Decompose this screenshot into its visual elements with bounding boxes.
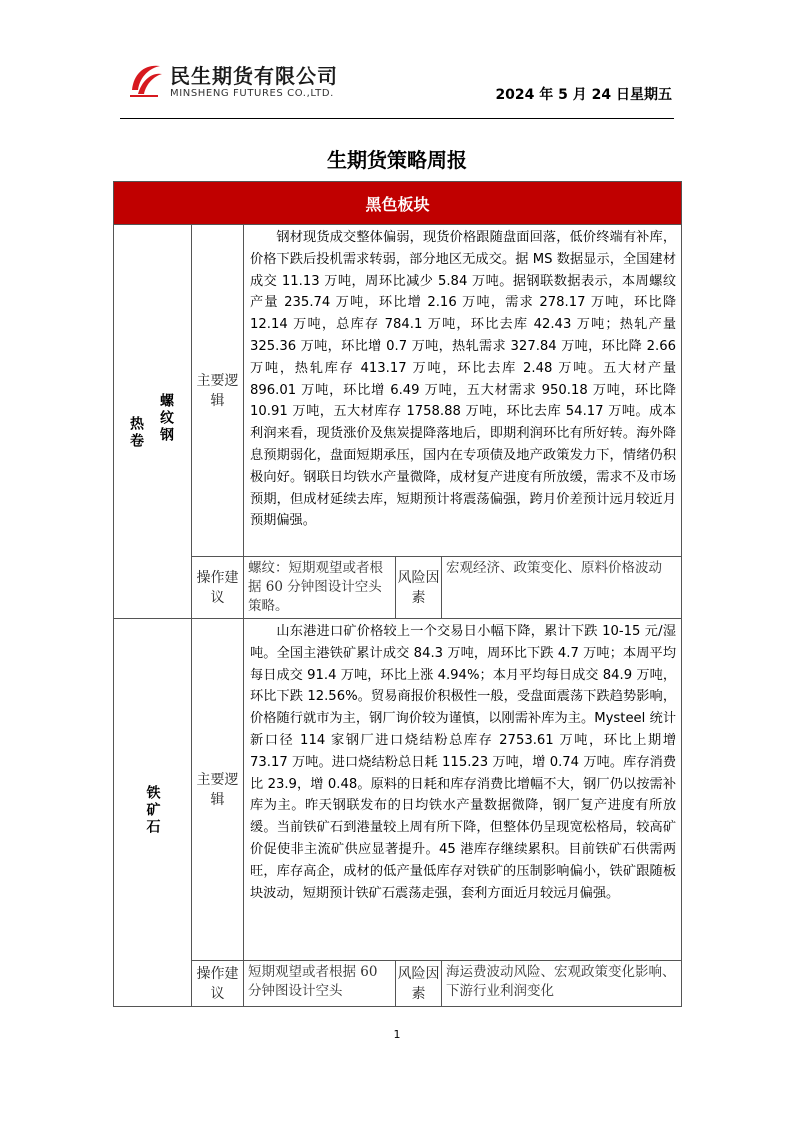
advice-text: 螺纹：短期观望或者根据 60 分钟图设计空头策略。 xyxy=(244,557,396,619)
strategy-table xyxy=(113,181,682,1007)
risk-label: 风险因素 xyxy=(396,557,442,619)
risk-text: 宏观经济、政策变化、原料价格波动 xyxy=(442,557,682,619)
logic-text: 山东港进口矿价格较上一个交易日小幅下降，累计下跌 10-15 元/湿吨。全国主港铁矿累计成交 84.3 万吨，周环比下跌 4.7 万吨；本周平均每日成交 91.4 万吨，环比上涨 4.94%；本月平均每日成交 84.9 万吨，环比下跌 12.56%。贸易商报价积极性一般，受盘面震荡下跌趋势影响，价格随行就市为主，钢厂询价较为谨慎，以刚需补库为主。Mysteel 统计新口径 114 家钢厂进口烧结粉总库存 2753.61 万吨，环比上期增 73.17 万吨。进口烧结粉总日耗 115.23 万吨，增 0.74 万吨。库存消费比 23.9，增 0.48。原料的日耗和库存消费比增幅不大，钢厂仍以按需补库为主。昨天钢联发布的日均铁水产量数据微降，钢厂复产进度有所放缓。当前铁矿石到港量较上周有所下降，但整体仍呈现宽松格局，较高矿价促使非主流矿供应显著提升。45 港库存继续累积。目前铁矿石供需两旺，库存高企，成材的低产量低库存对铁矿的压制影响偏小，铁矿跟随板块波动，短期预计铁矿石震荡走强，套利方面近月较远月偏强。 xyxy=(250,624,677,901)
page-header xyxy=(120,50,674,119)
advice-label: 操作建议 xyxy=(192,961,244,1007)
logic-text: 钢材现货成交整体偏弱，现货价格跟随盘面回落，低价终端有补库，价格下跌后投机需求转弱，部分地区无成交。据 MS 数据显示，全国建材成交 11.13 万吨，周环比减少 5.84 万吨。据钢联数据表示，本周螺纹产量 235.74 万吨，环比增 2.16 万吨，需求 278.17 万吨，环比降 12.14 万吨，总库存 784.1 万吨，环比去库 42.43 万吨；热轧产量 325.36 万吨，环比增 0.7 万吨，热轧需求 327.84 万吨，环比降 2.66 万吨，热轧库存 413.17 万吨，环比去库 2.48 万吨。五大材产量 896.01 万吨，环比增 6.49 万吨，五大材需求 950.18 万吨，环比降 10.91 万吨，五大材库存 1758.88 万吨，环比去库 54.17 万吨。成本利润来看，现货涨价及焦炭提降落地后，即期利润环比有所好转。海外降息预期弱化，盘面短期承压，国内在专项债及地产政策发力下，情绪仍积极向好。钢联日均铁水产量微降，成材复产进度有所放缓，需求不及市场预期，但成材延续去库，短期预计将震荡偏强，跨月价差预计远月较近月预期偏强。 xyxy=(250,230,677,529)
company-logo xyxy=(128,58,368,106)
report-date: 2024 年 5 月 24 日星期五 xyxy=(495,87,672,103)
product-name-cell xyxy=(114,619,192,1007)
risk-label: 风险因素 xyxy=(396,961,442,1007)
product-name-a: 热卷 xyxy=(128,416,144,450)
minsheng-logo-icon xyxy=(128,60,164,100)
advice-label: 操作建议 xyxy=(192,557,244,619)
product-name-cell xyxy=(114,225,192,619)
logic-text-cell xyxy=(244,225,682,557)
page-number: 1 xyxy=(393,1028,401,1041)
logo-company-name-cn: 民生期货有限公司 xyxy=(170,64,338,88)
logo-company-name-en: MINSHENG FUTURES CO.,LTD. xyxy=(170,88,334,99)
logic-label: 主要逻辑 xyxy=(192,619,244,961)
logic-text-cell xyxy=(244,619,682,961)
risk-text: 海运费波动风险、宏观政策变化影响、下游行业利润变化 xyxy=(442,961,682,1007)
section-header: 黑色板块 xyxy=(114,182,682,225)
product-name: 铁矿石 xyxy=(144,785,161,836)
report-title: 生期货策略周报 xyxy=(327,148,467,172)
logic-label: 主要逻辑 xyxy=(192,225,244,557)
product-name-b: 螺纹钢 xyxy=(158,393,174,444)
advice-text: 短期观望或者根据 60 分钟图设计空头 xyxy=(244,961,396,1007)
